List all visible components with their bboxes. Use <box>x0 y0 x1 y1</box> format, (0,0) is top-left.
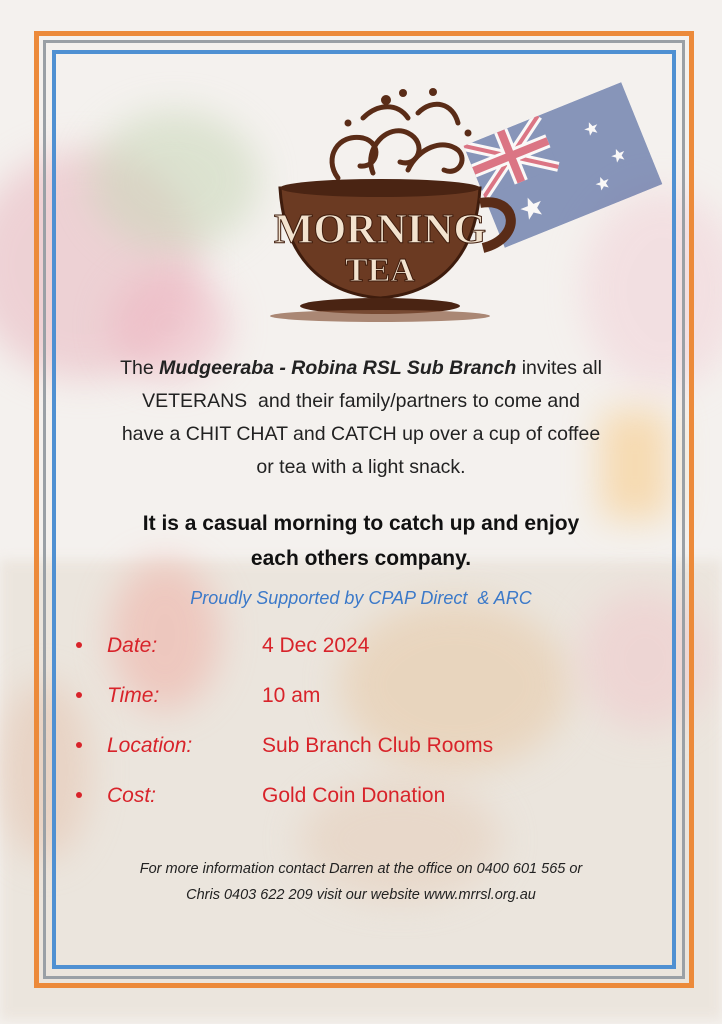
intro-line-3: have a CHIT CHAT and CATCH up over a cup of coffee <box>121 423 601 445</box>
detail-time: Time: 10 am <box>76 680 636 730</box>
contact-information: For more information contact Darren at the office on 0400 601 565 or Chris 0403 622 209 visit our website www.mrrsl.org.au <box>139 861 583 903</box>
intro-line-2: VETERANS and their family/partners to come and <box>142 390 580 412</box>
morning-tea-cup-logo <box>268 78 518 328</box>
sponsor-line: Proudly Supported by CPAP Direct & ARC <box>190 588 532 608</box>
casual-morning-heading: It is a casual morning to catch up and enjoy each others company. <box>142 512 580 570</box>
bullet-icon <box>76 742 82 748</box>
detail-location: Location: Sub Branch Club Rooms <box>76 730 636 780</box>
organisation-name: Mudgeeraba - Robina RSL Sub Branch <box>159 357 517 379</box>
bullet-icon <box>76 692 82 698</box>
logo-text-morning: MORNING <box>273 207 487 253</box>
invitation-text <box>80 352 642 484</box>
detail-cost: Cost: Gold Coin Donation <box>76 780 636 830</box>
detail-date: Date: 4 Dec 2024 <box>76 630 636 680</box>
intro-line-4: or tea with a light snack. <box>256 456 466 478</box>
logo-text-tea: TEA <box>345 252 415 289</box>
event-details-list <box>76 630 636 830</box>
intro-line-1: The Mudgeeraba - Robina RSL Sub Branch invites all <box>120 357 602 379</box>
bullet-icon <box>76 642 82 648</box>
bullet-icon <box>76 792 82 798</box>
